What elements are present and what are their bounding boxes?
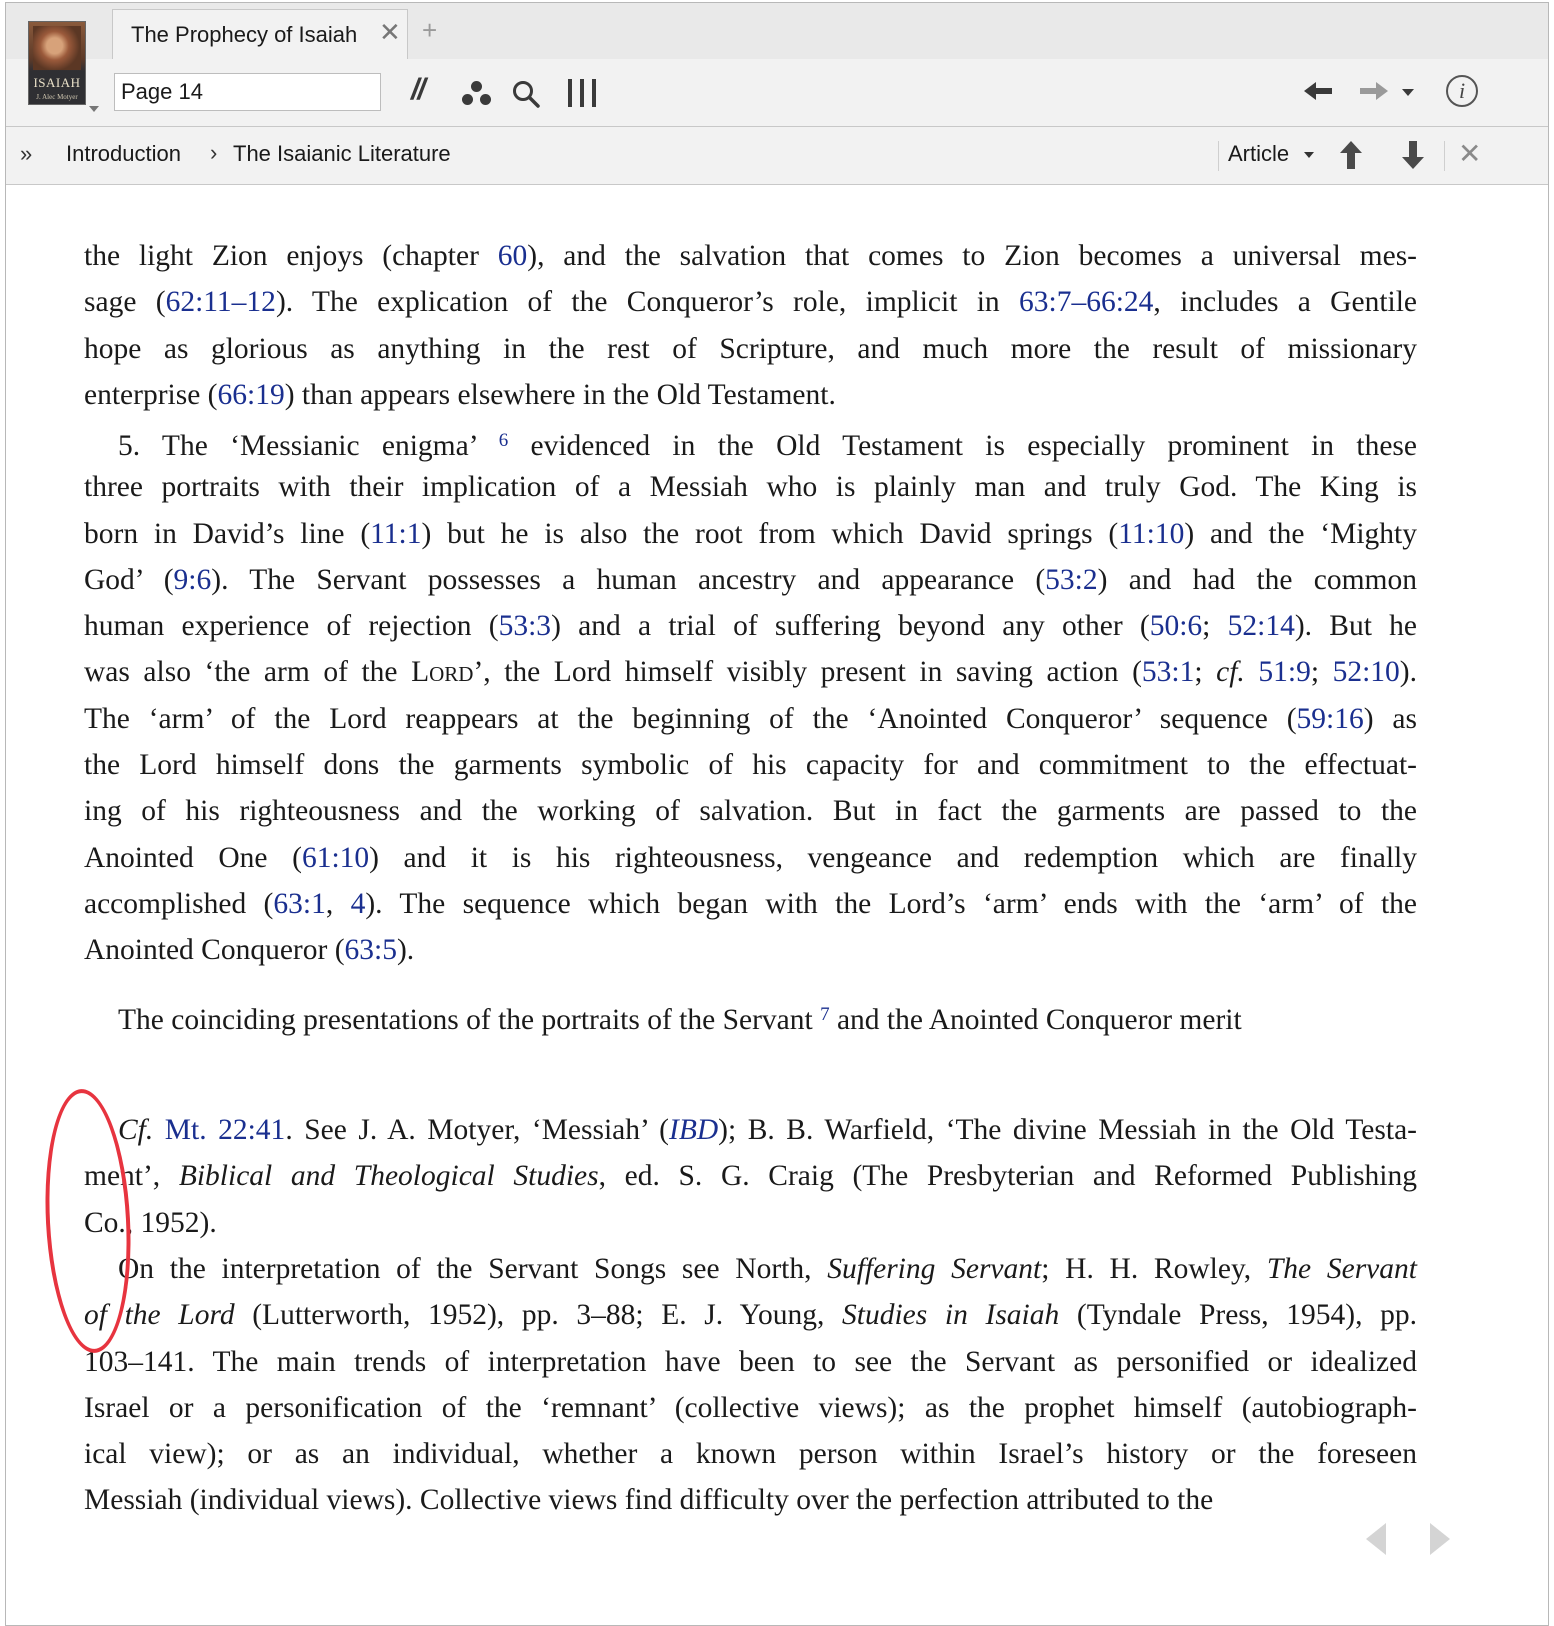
breadcrumb-separator-icon: › (210, 140, 218, 165)
text-line: accomplished (63:1, 4). The sequence which began with the Lord’s ‘arm’ ends with the ‘arm’ of the (84, 887, 1417, 920)
text-line: ing of his righteousness and the working of salvation. But in fact the garments are passed to the (84, 795, 1417, 828)
tab-title: The Prophecy of Isaiah (131, 22, 358, 47)
next-article-down-icon[interactable] (1402, 141, 1424, 169)
text-line: God’ (9:6). The Servant possesses a human ancestry and appearance (53:2) and had the common (84, 563, 1418, 596)
scripture-reference-link[interactable]: 63:5 (344, 934, 397, 967)
breadcrumb-introduction[interactable]: Introduction (66, 141, 181, 166)
search-icon[interactable] (511, 79, 541, 109)
text-line: the Lord himself dons the garments symbolic of his capacity for and commitment to the effectuat- (84, 749, 1417, 782)
columns-icon[interactable] (566, 79, 598, 107)
view-mode-chevron-down-icon[interactable] (1304, 152, 1314, 158)
text-line: ment’, Biblical and Theological Studies, ed. S. G. Craig (The Presbyterian and Reformed Publishing (84, 1160, 1418, 1193)
text-line: was also ‘the arm of the Lord’, the Lord himself visibly present in saving action (53:1; cf. 51:9; 52:10). (84, 656, 1417, 689)
book-cover-thumbnail[interactable] (28, 21, 86, 105)
next-page-icon[interactable] (1430, 1523, 1450, 1555)
tab-prophecy-of-isaiah[interactable] (112, 9, 408, 60)
text-line: born in David’s line (11:1) but he is also the root from which David springs (11:10) and the ‘Mighty (84, 517, 1417, 550)
body-paragraph (84, 992, 1417, 1038)
scripture-reference-link[interactable]: 11:1 (370, 517, 422, 550)
footnote-marker[interactable]: 6 (498, 430, 509, 451)
reader-content (6, 185, 1548, 1626)
scripture-reference-link[interactable]: 59:16 (1296, 702, 1364, 735)
text-line: 103–141. The main trends of interpretation have been to see the Servant as personified or idealized (84, 1345, 1417, 1378)
text-line: of the Lord (Lutterworth, 1952), pp. 3–88; E. J. Young, Studies in Isaiah (Tyndale Press, 1954), pp. (84, 1299, 1417, 1332)
text-line: three portraits with their implication of a Messiah who is plainly man and truly God. The King is (84, 471, 1417, 504)
forward-arrow-icon[interactable] (1358, 79, 1388, 103)
text-line: enterprise (66:19) than appears elsewhere in the Old Testament. (84, 378, 836, 411)
view-mode-select[interactable]: Article (1228, 141, 1290, 166)
scripture-reference-link[interactable]: 63:1 (273, 887, 326, 920)
visual-filter-icon[interactable] (462, 81, 492, 107)
text-line: sage (62:11–12). The explication of the Conqueror’s role, implicit in 63:7–66:24, includes a Gentile (84, 286, 1417, 319)
cover-title: ISAIAH (33, 75, 81, 90)
scripture-reference-link[interactable]: 9:6 (173, 563, 212, 596)
breadcrumb-isaianic-literature[interactable]: The Isaianic Literature (233, 141, 451, 166)
back-arrow-icon[interactable] (1304, 79, 1334, 103)
scripture-reference-link[interactable]: 61:10 (301, 841, 370, 874)
scripture-reference-link[interactable]: 53:2 (1045, 563, 1098, 596)
scripture-reference-link[interactable]: IBD (669, 1114, 719, 1146)
scripture-reference-link[interactable]: 53:3 (498, 610, 552, 643)
text-line: hope as glorious as anything in the rest of Scripture, and much more the result of missionary (84, 332, 1417, 365)
scripture-reference-link[interactable]: 66:19 (217, 378, 285, 411)
body-paragraph (84, 418, 1417, 974)
text-line: Anointed One (61:10) and it is his righteousness, vengeance and redemption which are finally (84, 841, 1417, 874)
text-line: The coinciding presentations of the portraits of the Servant $^7$ and the Anointed Conqueror merit (118, 1004, 1242, 1036)
scripture-reference-link[interactable]: 52:14 (1227, 610, 1295, 643)
history-dropdown-icon[interactable] (1402, 89, 1414, 96)
sync-icon[interactable]: // (411, 73, 424, 106)
scripture-reference-link[interactable]: 60 (497, 240, 528, 272)
info-icon[interactable]: i (1446, 75, 1478, 107)
toolbar-divider (1444, 141, 1445, 171)
scripture-reference-link[interactable]: 11:10 (1118, 517, 1185, 550)
text-line: 5. The ‘Messianic enigma’ $^6$ evidenced in the Old Testament is especially prominent in these (118, 430, 1418, 462)
breadcrumb (6, 127, 1548, 185)
footnote (84, 1246, 1417, 1524)
text-line: Co., 1952). (84, 1206, 217, 1239)
tab-close-icon[interactable]: ✕ (379, 17, 401, 47)
toolbar-divider (1218, 141, 1219, 171)
scripture-reference-link[interactable]: Mt. 22:41 (164, 1114, 286, 1146)
tab-bar (6, 3, 1548, 59)
scripture-reference-link[interactable]: 50:6 (1149, 610, 1203, 643)
scripture-reference-link[interactable]: 51:9 (1258, 656, 1311, 689)
scripture-reference-link[interactable]: 63:7–66:24 (1019, 286, 1154, 319)
add-tab-icon[interactable]: + (422, 15, 438, 45)
scripture-reference-link[interactable]: 53:1 (1141, 656, 1195, 689)
text-line: human experience of rejection (53:3) and a trial of suffering beyond any other (50:6; 52:14). But he (84, 610, 1417, 643)
page-input[interactable] (114, 73, 381, 111)
text-line: ical view); or as an individual, whether a known person within Israel’s history or the foreseen (84, 1438, 1417, 1471)
scripture-reference-link[interactable]: 52:10 (1332, 656, 1400, 689)
reader-window (5, 2, 1549, 1626)
close-panel-icon[interactable]: ✕ (1458, 138, 1482, 169)
text-line: Messiah (individual views). Collective views find difficulty over the perfection attributed to the (84, 1484, 1214, 1517)
text-line: On the interpretation of the Servant Songs see North, Suffering Servant; H. H. Rowley, The Servant (118, 1253, 1417, 1285)
expand-panel-icon[interactable]: » (20, 141, 33, 166)
text-line: Anointed Conqueror (63:5). (84, 934, 415, 967)
text-line: The ‘arm’ of the Lord reappears at the beginning of the ‘Anointed Conqueror’ sequence (59:16) as (84, 702, 1417, 735)
scripture-reference-link[interactable]: 62:11–12 (165, 286, 276, 319)
body-paragraph (84, 233, 1417, 418)
scripture-reference-link[interactable]: 4 (350, 887, 366, 920)
toolbar (6, 59, 1548, 127)
text-line: the light Zion enjoys (chapter 60), and the salvation that comes to Zion becomes a universal mes- (84, 240, 1417, 272)
text-line: Cf. Mt. 22:41. See J. A. Motyer, ‘Messiah’ (IBD); B. B. Warfield, ‘The divine Messiah in the Old Testa- (118, 1114, 1417, 1146)
text-line: Israel or a personification of the ‘remnant’ (collective views); as the prophet himself (autobiograph- (84, 1391, 1417, 1424)
cover-artwork (33, 26, 81, 70)
cover-author: J. Alec Motyer (36, 93, 78, 101)
footnote-marker[interactable]: 7 (820, 1004, 830, 1025)
previous-page-icon[interactable] (1366, 1523, 1386, 1555)
previous-article-up-icon[interactable] (1340, 141, 1362, 169)
cover-menu-chevron-icon[interactable] (89, 106, 99, 112)
footnote (84, 1107, 1417, 1246)
